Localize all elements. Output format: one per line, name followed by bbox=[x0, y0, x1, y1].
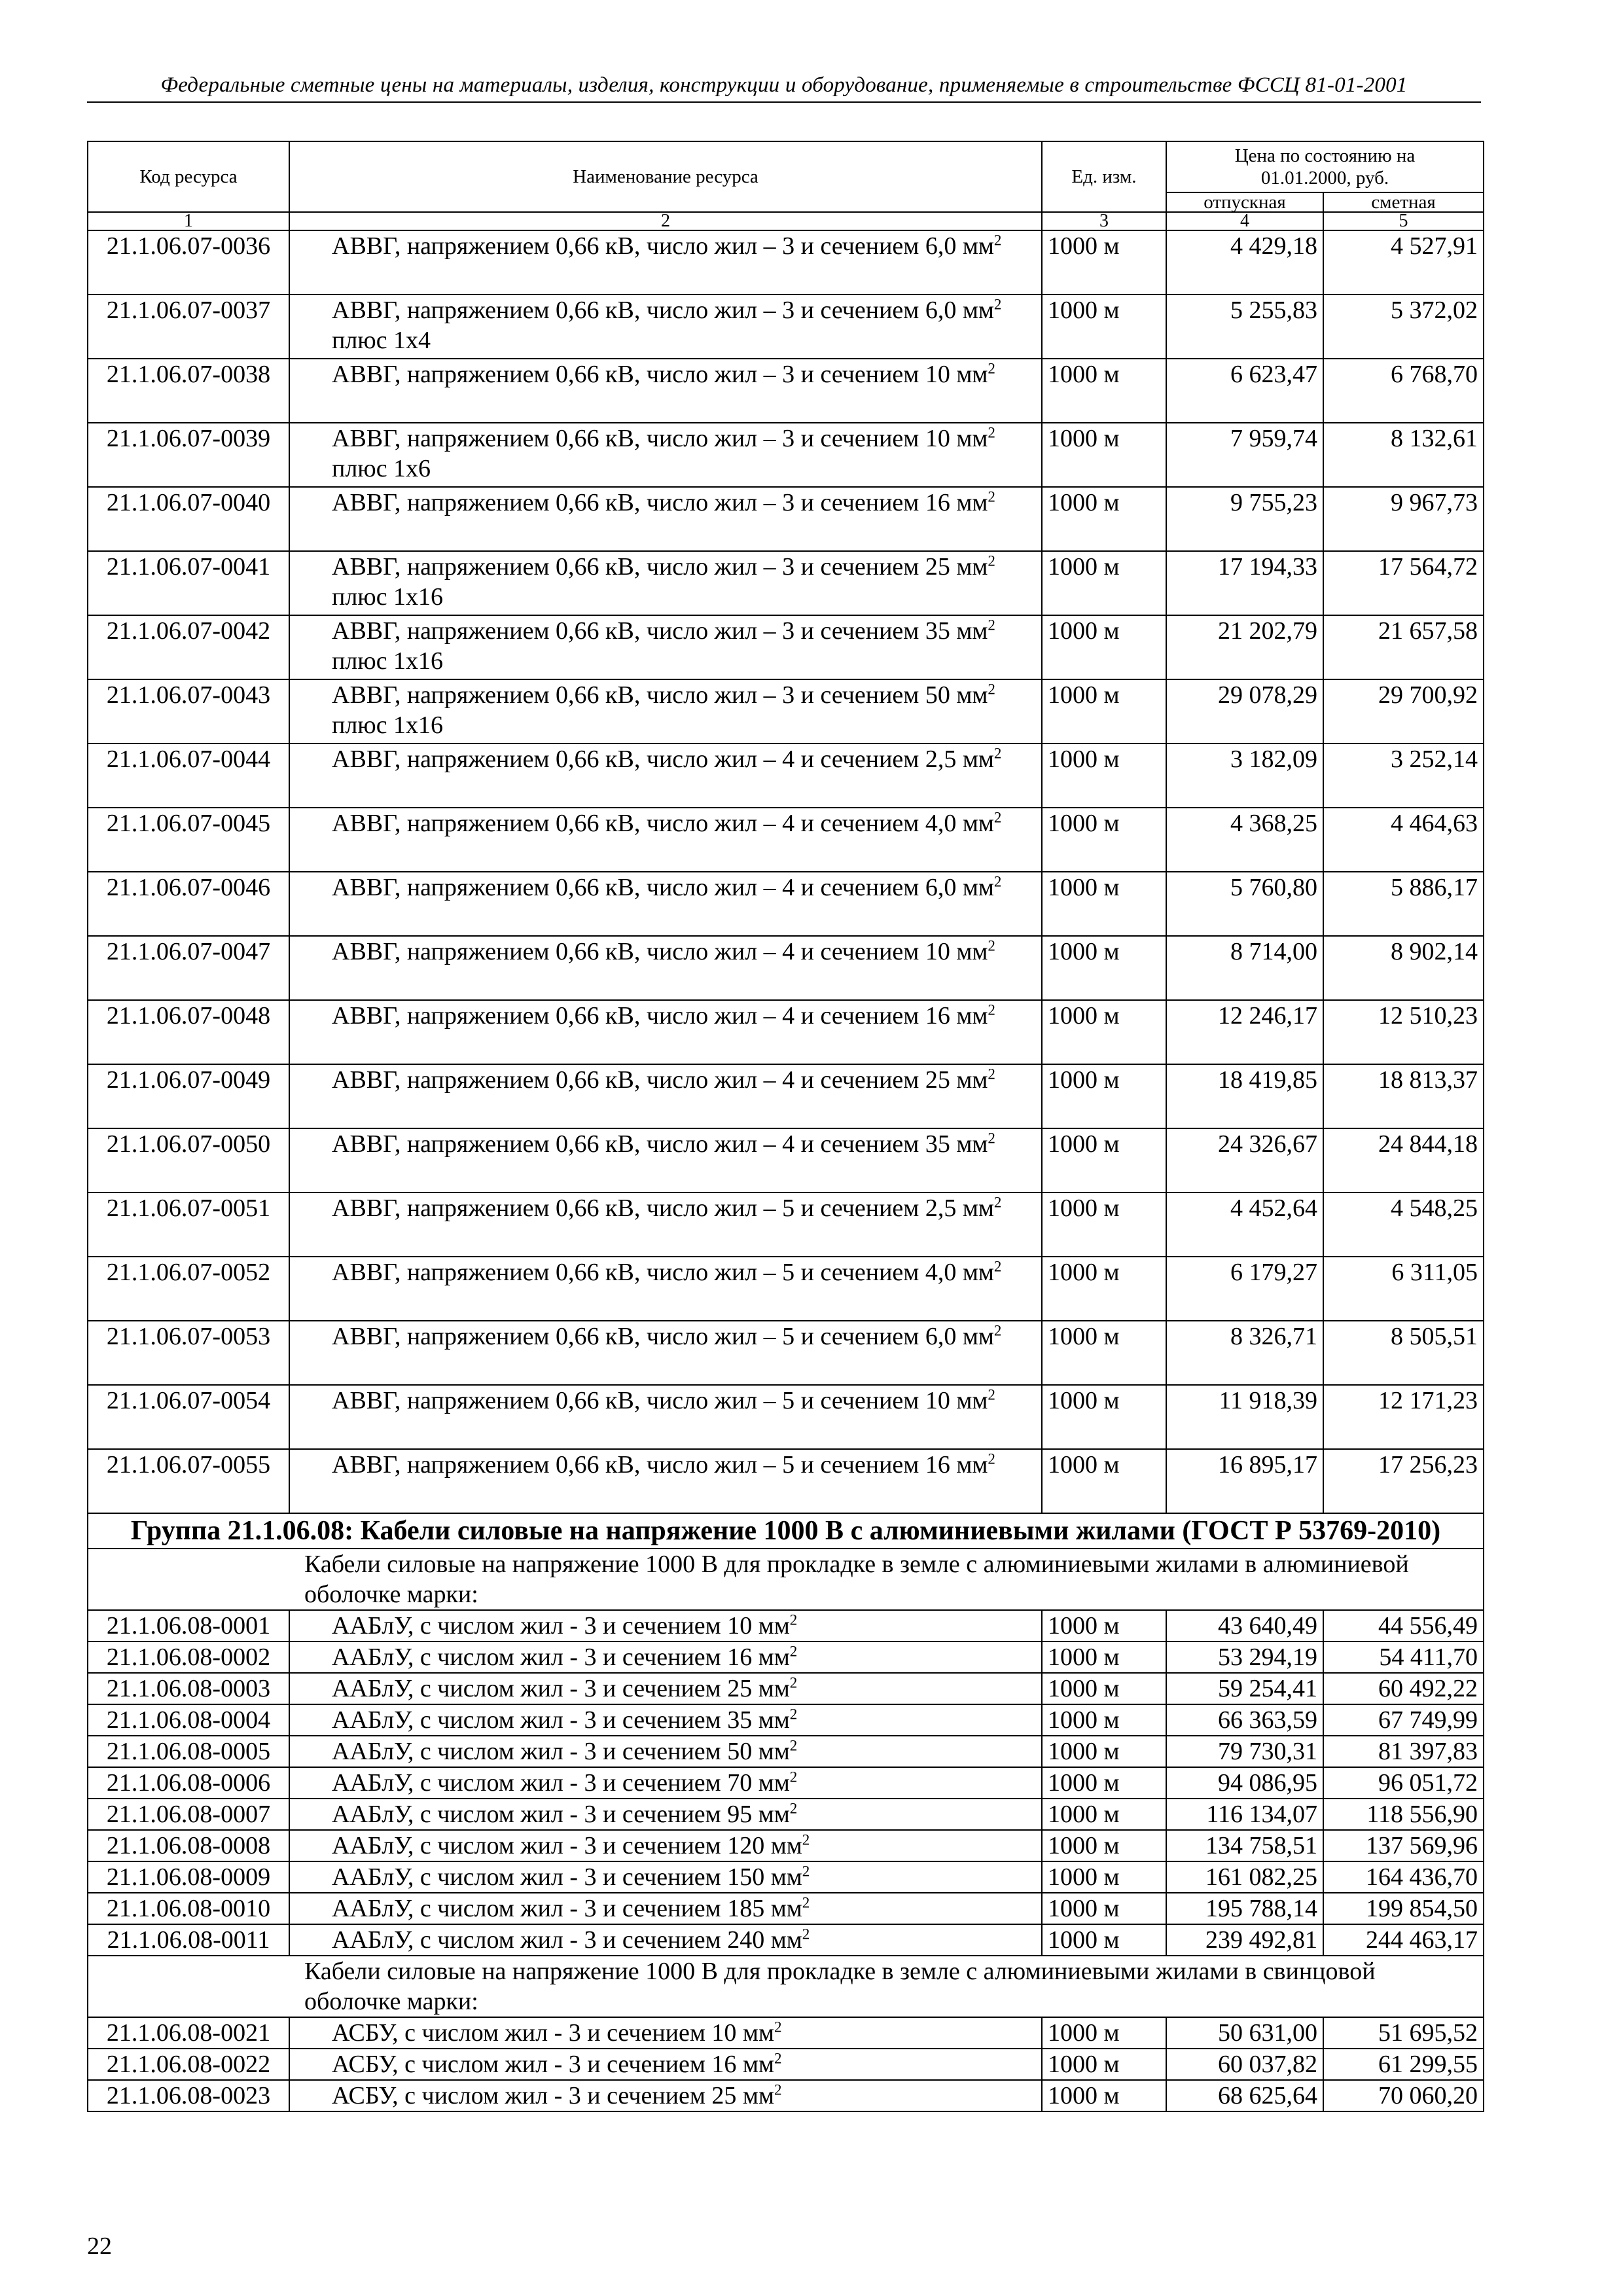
estimate-price: 4 527,91 bbox=[1323, 230, 1484, 295]
unit-cell: 1000 м bbox=[1042, 1128, 1166, 1193]
unit-cell: 1000 м bbox=[1042, 1449, 1166, 1513]
resource-name-text: АВВГ, напряжением 0,66 кВ, число жил – 3 и сечением 10 мм bbox=[332, 361, 988, 388]
resource-name bbox=[289, 1893, 1042, 1924]
col-number: 2 bbox=[289, 212, 1042, 230]
resource-name-suffix: плюс 1х6 bbox=[332, 455, 431, 482]
table-row bbox=[88, 1610, 1484, 1641]
superscript: 2 bbox=[988, 937, 995, 954]
superscript: 2 bbox=[988, 1386, 995, 1403]
release-price: 11 918,39 bbox=[1166, 1385, 1323, 1449]
estimate-price: 164 436,70 bbox=[1323, 1861, 1484, 1893]
resource-name-text: ААБлУ, с числом жил - 3 и сечением 35 мм bbox=[332, 1706, 790, 1734]
release-price: 4 429,18 bbox=[1166, 230, 1323, 295]
subgroup-row bbox=[88, 1956, 1484, 2017]
unit-cell: 1000 м bbox=[1042, 1924, 1166, 1956]
estimate-price: 8 132,61 bbox=[1323, 423, 1484, 487]
estimate-price: 54 411,70 bbox=[1323, 1641, 1484, 1673]
resource-name-text: АВВГ, напряжением 0,66 кВ, число жил – 3 и сечением 10 мм bbox=[332, 425, 988, 452]
release-price: 3 182,09 bbox=[1166, 744, 1323, 808]
unit-cell: 1000 м bbox=[1042, 1736, 1166, 1767]
resource-name bbox=[289, 1385, 1042, 1449]
unit-cell: 1000 м bbox=[1042, 872, 1166, 936]
release-price: 17 194,33 bbox=[1166, 551, 1323, 615]
table-row bbox=[88, 1000, 1484, 1064]
release-price: 18 419,85 bbox=[1166, 1064, 1323, 1128]
estimate-price: 4 464,63 bbox=[1323, 808, 1484, 872]
release-price: 59 254,41 bbox=[1166, 1673, 1323, 1704]
table-row bbox=[88, 1449, 1484, 1513]
page-number: 22 bbox=[87, 2233, 112, 2260]
table-row bbox=[88, 744, 1484, 808]
estimate-price: 67 749,99 bbox=[1323, 1704, 1484, 1736]
table-row bbox=[88, 1321, 1484, 1385]
resource-code: 21.1.06.07-0040 bbox=[88, 487, 289, 551]
estimate-price: 44 556,49 bbox=[1323, 1610, 1484, 1641]
resource-code: 21.1.06.07-0038 bbox=[88, 359, 289, 423]
superscript: 2 bbox=[988, 617, 995, 634]
resource-name-text: АВВГ, напряжением 0,66 кВ, число жил – 3 и сечением 35 мм bbox=[332, 617, 988, 645]
superscript: 2 bbox=[789, 1611, 798, 1628]
unit-cell: 1000 м bbox=[1042, 1610, 1166, 1641]
resource-name bbox=[289, 1924, 1042, 1956]
superscript: 2 bbox=[993, 232, 1002, 249]
superscript: 2 bbox=[993, 1194, 1002, 1211]
table-row bbox=[88, 1673, 1484, 1704]
release-price: 5 760,80 bbox=[1166, 872, 1323, 936]
resource-code: 21.1.06.07-0043 bbox=[88, 679, 289, 744]
unit-cell: 1000 м bbox=[1042, 2049, 1166, 2080]
unit-cell: 1000 м bbox=[1042, 295, 1166, 359]
subgroup-text: Кабели силовые на напряжение 1000 В для прокладке в земле с алюминиевыми жилами в алюминиевой оболочке марки: bbox=[88, 1549, 1484, 1610]
resource-name bbox=[289, 1449, 1042, 1513]
resource-code: 21.1.06.08-0011 bbox=[88, 1924, 289, 1956]
estimate-price: 12 171,23 bbox=[1323, 1385, 1484, 1449]
col-number: 3 bbox=[1042, 212, 1166, 230]
unit-cell: 1000 м bbox=[1042, 1193, 1166, 1257]
superscript: 2 bbox=[993, 809, 1002, 826]
subgroup-row bbox=[88, 1549, 1484, 1610]
table-row bbox=[88, 359, 1484, 423]
superscript: 2 bbox=[789, 1643, 798, 1660]
superscript: 2 bbox=[789, 1768, 798, 1785]
table-row bbox=[88, 1861, 1484, 1893]
resource-name bbox=[289, 487, 1042, 551]
resource-name-text: АВВГ, напряжением 0,66 кВ, число жил – 4 и сечением 10 мм bbox=[332, 938, 988, 965]
table-row bbox=[88, 1064, 1484, 1128]
estimate-price: 60 492,22 bbox=[1323, 1673, 1484, 1704]
superscript: 2 bbox=[802, 1863, 810, 1880]
resource-code: 21.1.06.08-0001 bbox=[88, 1610, 289, 1641]
resource-name bbox=[289, 1641, 1042, 1673]
unit-cell: 1000 м bbox=[1042, 1321, 1166, 1385]
superscript: 2 bbox=[774, 2018, 782, 2036]
resource-name bbox=[289, 1128, 1042, 1193]
release-price: 9 755,23 bbox=[1166, 487, 1323, 551]
estimate-price: 17 256,23 bbox=[1323, 1449, 1484, 1513]
estimate-price: 5 886,17 bbox=[1323, 872, 1484, 936]
table-row bbox=[88, 551, 1484, 615]
resource-name bbox=[289, 1767, 1042, 1799]
resource-name bbox=[289, 2017, 1042, 2049]
header-release: отпускная bbox=[1166, 192, 1323, 212]
resource-name-text: АВВГ, напряжением 0,66 кВ, число жил – 3 и сечением 50 мм bbox=[332, 681, 988, 709]
estimate-price: 21 657,58 bbox=[1323, 615, 1484, 679]
superscript: 2 bbox=[988, 1001, 995, 1018]
unit-cell: 1000 м bbox=[1042, 936, 1166, 1000]
superscript: 2 bbox=[802, 1894, 810, 1911]
page-header: Федеральные сметные цены на материалы, изделия, конструкции и оборудование, применяемые в строительстве ФССЦ 81-01-2001 bbox=[87, 73, 1481, 103]
unit-cell: 1000 м bbox=[1042, 2017, 1166, 2049]
estimate-price: 8 902,14 bbox=[1323, 936, 1484, 1000]
header-price: Цена по состоянию на 01.01.2000, руб. bbox=[1166, 141, 1484, 192]
table-row bbox=[88, 1257, 1484, 1321]
group-row bbox=[88, 1513, 1484, 1549]
resource-code: 21.1.06.07-0042 bbox=[88, 615, 289, 679]
release-price: 116 134,07 bbox=[1166, 1799, 1323, 1830]
resource-code: 21.1.06.07-0039 bbox=[88, 423, 289, 487]
superscript: 2 bbox=[774, 2050, 782, 2067]
unit-cell: 1000 м bbox=[1042, 423, 1166, 487]
unit-cell: 1000 м bbox=[1042, 487, 1166, 551]
superscript: 2 bbox=[789, 1674, 798, 1691]
resource-name bbox=[289, 1673, 1042, 1704]
resource-code: 21.1.06.08-0005 bbox=[88, 1736, 289, 1767]
resource-code: 21.1.06.07-0036 bbox=[88, 230, 289, 295]
resource-code: 21.1.06.07-0049 bbox=[88, 1064, 289, 1128]
superscript: 2 bbox=[988, 424, 995, 441]
superscript: 2 bbox=[993, 873, 1002, 890]
superscript: 2 bbox=[988, 1450, 995, 1467]
release-price: 68 625,64 bbox=[1166, 2080, 1323, 2111]
resource-code: 21.1.06.07-0046 bbox=[88, 872, 289, 936]
unit-cell: 1000 м bbox=[1042, 1704, 1166, 1736]
table-row bbox=[88, 2080, 1484, 2111]
resource-name bbox=[289, 1830, 1042, 1861]
resource-code: 21.1.06.08-0009 bbox=[88, 1861, 289, 1893]
resource-name bbox=[289, 744, 1042, 808]
header-unit: Ед. изм. bbox=[1042, 141, 1166, 212]
resource-code: 21.1.06.08-0006 bbox=[88, 1767, 289, 1799]
table-row bbox=[88, 230, 1484, 295]
superscript: 2 bbox=[993, 1322, 1002, 1339]
release-price: 16 895,17 bbox=[1166, 1449, 1323, 1513]
release-price: 60 037,82 bbox=[1166, 2049, 1323, 2080]
resource-name bbox=[289, 1000, 1042, 1064]
subgroup-text: Кабели силовые на напряжение 1000 В для прокладке в земле с алюминиевыми жилами в свинцовой оболочке марки: bbox=[88, 1956, 1484, 2017]
resource-code: 21.1.06.07-0052 bbox=[88, 1257, 289, 1321]
release-price: 5 255,83 bbox=[1166, 295, 1323, 359]
superscript: 2 bbox=[988, 552, 995, 569]
estimate-price: 199 854,50 bbox=[1323, 1893, 1484, 1924]
release-price: 6 623,47 bbox=[1166, 359, 1323, 423]
resource-name-text: АВВГ, напряжением 0,66 кВ, число жил – 5 и сечением 4,0 мм bbox=[332, 1259, 994, 1286]
resource-name-text: АВВГ, напряжением 0,66 кВ, число жил – 4 и сечением 35 мм bbox=[332, 1130, 988, 1158]
resource-name-text: АВВГ, напряжением 0,66 кВ, число жил – 5 и сечением 2,5 мм bbox=[332, 1194, 994, 1222]
resource-name-text: ААБлУ, с числом жил - 3 и сечением 50 мм bbox=[332, 1738, 790, 1765]
resource-code: 21.1.06.08-0008 bbox=[88, 1830, 289, 1861]
release-price: 4 452,64 bbox=[1166, 1193, 1323, 1257]
resource-name bbox=[289, 808, 1042, 872]
table-row bbox=[88, 808, 1484, 872]
superscript: 2 bbox=[988, 1066, 995, 1083]
estimate-price: 17 564,72 bbox=[1323, 551, 1484, 615]
release-price: 79 730,31 bbox=[1166, 1736, 1323, 1767]
table-row bbox=[88, 295, 1484, 359]
col-number: 4 bbox=[1166, 212, 1323, 230]
resource-name bbox=[289, 359, 1042, 423]
superscript: 2 bbox=[988, 360, 995, 377]
resource-name-text: АВВГ, напряжением 0,66 кВ, число жил – 3 и сечением 6,0 мм bbox=[332, 296, 994, 324]
superscript: 2 bbox=[993, 1258, 1002, 1275]
resource-code: 21.1.06.07-0044 bbox=[88, 744, 289, 808]
estimate-price: 9 967,73 bbox=[1323, 487, 1484, 551]
unit-cell: 1000 м bbox=[1042, 1673, 1166, 1704]
estimate-price: 12 510,23 bbox=[1323, 1000, 1484, 1064]
superscript: 2 bbox=[988, 681, 995, 698]
table-row bbox=[88, 2049, 1484, 2080]
resource-name-text: ААБлУ, с числом жил - 3 и сечением 25 мм bbox=[332, 1675, 790, 1702]
table-row bbox=[88, 1641, 1484, 1673]
unit-cell: 1000 м bbox=[1042, 1385, 1166, 1449]
resource-name bbox=[289, 679, 1042, 744]
table-row bbox=[88, 872, 1484, 936]
resource-code: 21.1.06.08-0004 bbox=[88, 1704, 289, 1736]
resource-name-text: ААБлУ, с числом жил - 3 и сечением 70 мм bbox=[332, 1769, 790, 1797]
resource-name-text: АСБУ, с числом жил - 3 и сечением 10 мм bbox=[332, 2019, 775, 2047]
release-price: 239 492,81 bbox=[1166, 1924, 1323, 1956]
resource-name-text: АВВГ, напряжением 0,66 кВ, число жил – 3 и сечением 6,0 мм bbox=[332, 232, 994, 260]
estimate-price: 29 700,92 bbox=[1323, 679, 1484, 744]
release-price: 8 326,71 bbox=[1166, 1321, 1323, 1385]
table-row bbox=[88, 1128, 1484, 1193]
table-row bbox=[88, 487, 1484, 551]
release-price: 50 631,00 bbox=[1166, 2017, 1323, 2049]
unit-cell: 1000 м bbox=[1042, 2080, 1166, 2111]
resource-code: 21.1.06.08-0002 bbox=[88, 1641, 289, 1673]
estimate-price: 96 051,72 bbox=[1323, 1767, 1484, 1799]
superscript: 2 bbox=[789, 1800, 798, 1817]
estimate-price: 118 556,90 bbox=[1323, 1799, 1484, 1830]
resource-name bbox=[289, 936, 1042, 1000]
resource-name-text: АВВГ, напряжением 0,66 кВ, число жил – 5 и сечением 6,0 мм bbox=[332, 1323, 994, 1350]
resource-code: 21.1.06.08-0010 bbox=[88, 1893, 289, 1924]
estimate-price: 137 569,96 bbox=[1323, 1830, 1484, 1861]
table-row bbox=[88, 1830, 1484, 1861]
resource-code: 21.1.06.08-0022 bbox=[88, 2049, 289, 2080]
table-row bbox=[88, 2017, 1484, 2049]
resource-code: 21.1.06.07-0045 bbox=[88, 808, 289, 872]
resource-name-text: АСБУ, с числом жил - 3 и сечением 25 мм bbox=[332, 2082, 775, 2109]
table-row bbox=[88, 1704, 1484, 1736]
estimate-price: 4 548,25 bbox=[1323, 1193, 1484, 1257]
col-number: 1 bbox=[88, 212, 289, 230]
resource-name bbox=[289, 551, 1042, 615]
resource-name bbox=[289, 1736, 1042, 1767]
release-price: 12 246,17 bbox=[1166, 1000, 1323, 1064]
table-row bbox=[88, 423, 1484, 487]
superscript: 2 bbox=[988, 1130, 995, 1147]
release-price: 29 078,29 bbox=[1166, 679, 1323, 744]
estimate-price: 24 844,18 bbox=[1323, 1128, 1484, 1193]
superscript: 2 bbox=[993, 745, 1002, 762]
superscript: 2 bbox=[789, 1737, 798, 1754]
unit-cell: 1000 м bbox=[1042, 808, 1166, 872]
resource-code: 21.1.06.07-0037 bbox=[88, 295, 289, 359]
resource-code: 21.1.06.07-0047 bbox=[88, 936, 289, 1000]
estimate-price: 5 372,02 bbox=[1323, 295, 1484, 359]
unit-cell: 1000 м bbox=[1042, 1000, 1166, 1064]
resource-name bbox=[289, 2049, 1042, 2080]
resource-code: 21.1.06.07-0054 bbox=[88, 1385, 289, 1449]
superscript: 2 bbox=[774, 2081, 782, 2098]
resource-code: 21.1.06.08-0023 bbox=[88, 2080, 289, 2111]
table-row bbox=[88, 1799, 1484, 1830]
resource-name-suffix: плюс 1х4 bbox=[332, 327, 431, 354]
unit-cell: 1000 м bbox=[1042, 1893, 1166, 1924]
unit-cell: 1000 м bbox=[1042, 1767, 1166, 1799]
resource-name-text: АВВГ, напряжением 0,66 кВ, число жил – 4 и сечением 16 мм bbox=[332, 1002, 988, 1030]
price-table bbox=[87, 141, 1484, 2112]
release-price: 94 086,95 bbox=[1166, 1767, 1323, 1799]
resource-name-text: АСБУ, с числом жил - 3 и сечением 16 мм bbox=[332, 2051, 775, 2078]
resource-name-text: ААБлУ, с числом жил - 3 и сечением 240 мм bbox=[332, 1926, 802, 1954]
release-price: 161 082,25 bbox=[1166, 1861, 1323, 1893]
unit-cell: 1000 м bbox=[1042, 1799, 1166, 1830]
estimate-price: 18 813,37 bbox=[1323, 1064, 1484, 1128]
resource-name bbox=[289, 1861, 1042, 1893]
release-price: 24 326,67 bbox=[1166, 1128, 1323, 1193]
resource-name-text: АВВГ, напряжением 0,66 кВ, число жил – 3 и сечением 25 мм bbox=[332, 553, 988, 581]
estimate-price: 61 299,55 bbox=[1323, 2049, 1484, 2080]
resource-code: 21.1.06.08-0003 bbox=[88, 1673, 289, 1704]
resource-code: 21.1.06.07-0053 bbox=[88, 1321, 289, 1385]
resource-name-text: ААБлУ, с числом жил - 3 и сечением 95 мм bbox=[332, 1801, 790, 1828]
resource-name bbox=[289, 295, 1042, 359]
estimate-price: 6 311,05 bbox=[1323, 1257, 1484, 1321]
table-row bbox=[88, 1385, 1484, 1449]
resource-name-text: ААБлУ, с числом жил - 3 и сечением 16 мм bbox=[332, 1643, 790, 1671]
unit-cell: 1000 м bbox=[1042, 1257, 1166, 1321]
estimate-price: 3 252,14 bbox=[1323, 744, 1484, 808]
release-price: 66 363,59 bbox=[1166, 1704, 1323, 1736]
resource-name-text: АВВГ, напряжением 0,66 кВ, число жил – 4 и сечением 25 мм bbox=[332, 1066, 988, 1094]
resource-name bbox=[289, 423, 1042, 487]
resource-name-suffix: плюс 1х16 bbox=[332, 647, 444, 675]
unit-cell: 1000 м bbox=[1042, 1830, 1166, 1861]
unit-cell: 1000 м bbox=[1042, 744, 1166, 808]
superscript: 2 bbox=[988, 488, 995, 505]
resource-code: 21.1.06.07-0051 bbox=[88, 1193, 289, 1257]
estimate-price: 244 463,17 bbox=[1323, 1924, 1484, 1956]
estimate-price: 51 695,52 bbox=[1323, 2017, 1484, 2049]
resource-name-text: ААБлУ, с числом жил - 3 и сечением 120 мм bbox=[332, 1832, 802, 1859]
resource-name-text: ААБлУ, с числом жил - 3 и сечением 10 мм bbox=[332, 1612, 790, 1640]
table-row bbox=[88, 1736, 1484, 1767]
superscript: 2 bbox=[802, 1926, 810, 1943]
resource-code: 21.1.06.08-0007 bbox=[88, 1799, 289, 1830]
table-row bbox=[88, 1893, 1484, 1924]
table-row bbox=[88, 615, 1484, 679]
estimate-price: 70 060,20 bbox=[1323, 2080, 1484, 2111]
header-code: Код ресурса bbox=[88, 141, 289, 212]
resource-name bbox=[289, 1064, 1042, 1128]
unit-cell: 1000 м bbox=[1042, 679, 1166, 744]
superscript: 2 bbox=[789, 1706, 798, 1723]
table-row bbox=[88, 1767, 1484, 1799]
estimate-price: 6 768,70 bbox=[1323, 359, 1484, 423]
release-price: 4 368,25 bbox=[1166, 808, 1323, 872]
release-price: 8 714,00 bbox=[1166, 936, 1323, 1000]
resource-name bbox=[289, 1704, 1042, 1736]
header-name: Наименование ресурса bbox=[289, 141, 1042, 212]
release-price: 134 758,51 bbox=[1166, 1830, 1323, 1861]
resource-name bbox=[289, 1257, 1042, 1321]
release-price: 21 202,79 bbox=[1166, 615, 1323, 679]
estimate-price: 81 397,83 bbox=[1323, 1736, 1484, 1767]
column-number-row bbox=[88, 212, 1484, 230]
table-row bbox=[88, 1924, 1484, 1956]
resource-name-text: ААБлУ, с числом жил - 3 и сечением 150 мм bbox=[332, 1863, 802, 1891]
resource-name-text: АВВГ, напряжением 0,66 кВ, число жил – 4 и сечением 2,5 мм bbox=[332, 745, 994, 773]
superscript: 2 bbox=[993, 296, 1002, 313]
resource-code: 21.1.06.07-0041 bbox=[88, 551, 289, 615]
resource-name-text: АВВГ, напряжением 0,66 кВ, число жил – 3 и сечением 16 мм bbox=[332, 489, 988, 516]
resource-name bbox=[289, 1610, 1042, 1641]
superscript: 2 bbox=[802, 1831, 810, 1848]
estimate-price: 8 505,51 bbox=[1323, 1321, 1484, 1385]
resource-name-suffix: плюс 1х16 bbox=[332, 711, 444, 739]
resource-code: 21.1.06.07-0048 bbox=[88, 1000, 289, 1064]
resource-name bbox=[289, 2080, 1042, 2111]
release-price: 53 294,19 bbox=[1166, 1641, 1323, 1673]
unit-cell: 1000 м bbox=[1042, 551, 1166, 615]
unit-cell: 1000 м bbox=[1042, 1861, 1166, 1893]
unit-cell: 1000 м bbox=[1042, 359, 1166, 423]
release-price: 195 788,14 bbox=[1166, 1893, 1323, 1924]
table-row bbox=[88, 936, 1484, 1000]
release-price: 7 959,74 bbox=[1166, 423, 1323, 487]
release-price: 6 179,27 bbox=[1166, 1257, 1323, 1321]
resource-code: 21.1.06.07-0050 bbox=[88, 1128, 289, 1193]
resource-name-text: АВВГ, напряжением 0,66 кВ, число жил – 4 и сечением 4,0 мм bbox=[332, 810, 994, 837]
resource-name-text: ААБлУ, с числом жил - 3 и сечением 185 мм bbox=[332, 1895, 802, 1922]
resource-name bbox=[289, 1799, 1042, 1830]
group-title: Группа 21.1.06.08: Кабели силовые на напряжение 1000 В с алюминиевыми жилами (ГОСТ Р 53769-2010) bbox=[88, 1513, 1484, 1549]
resource-code: 21.1.06.08-0021 bbox=[88, 2017, 289, 2049]
release-price: 43 640,49 bbox=[1166, 1610, 1323, 1641]
resource-name bbox=[289, 1193, 1042, 1257]
resource-name-suffix: плюс 1х16 bbox=[332, 583, 444, 611]
header-estimate: сметная bbox=[1323, 192, 1484, 212]
unit-cell: 1000 м bbox=[1042, 615, 1166, 679]
table-row bbox=[88, 679, 1484, 744]
unit-cell: 1000 м bbox=[1042, 1641, 1166, 1673]
unit-cell: 1000 м bbox=[1042, 230, 1166, 295]
resource-name-text: АВВГ, напряжением 0,66 кВ, число жил – 4 и сечением 6,0 мм bbox=[332, 874, 994, 901]
resource-name-text: АВВГ, напряжением 0,66 кВ, число жил – 5 и сечением 16 мм bbox=[332, 1451, 988, 1479]
resource-name bbox=[289, 230, 1042, 295]
resource-name bbox=[289, 1321, 1042, 1385]
resource-name bbox=[289, 615, 1042, 679]
table-row bbox=[88, 1193, 1484, 1257]
col-number: 5 bbox=[1323, 212, 1484, 230]
resource-code: 21.1.06.07-0055 bbox=[88, 1449, 289, 1513]
resource-name-text: АВВГ, напряжением 0,66 кВ, число жил – 5 и сечением 10 мм bbox=[332, 1387, 988, 1414]
unit-cell: 1000 м bbox=[1042, 1064, 1166, 1128]
resource-name bbox=[289, 872, 1042, 936]
